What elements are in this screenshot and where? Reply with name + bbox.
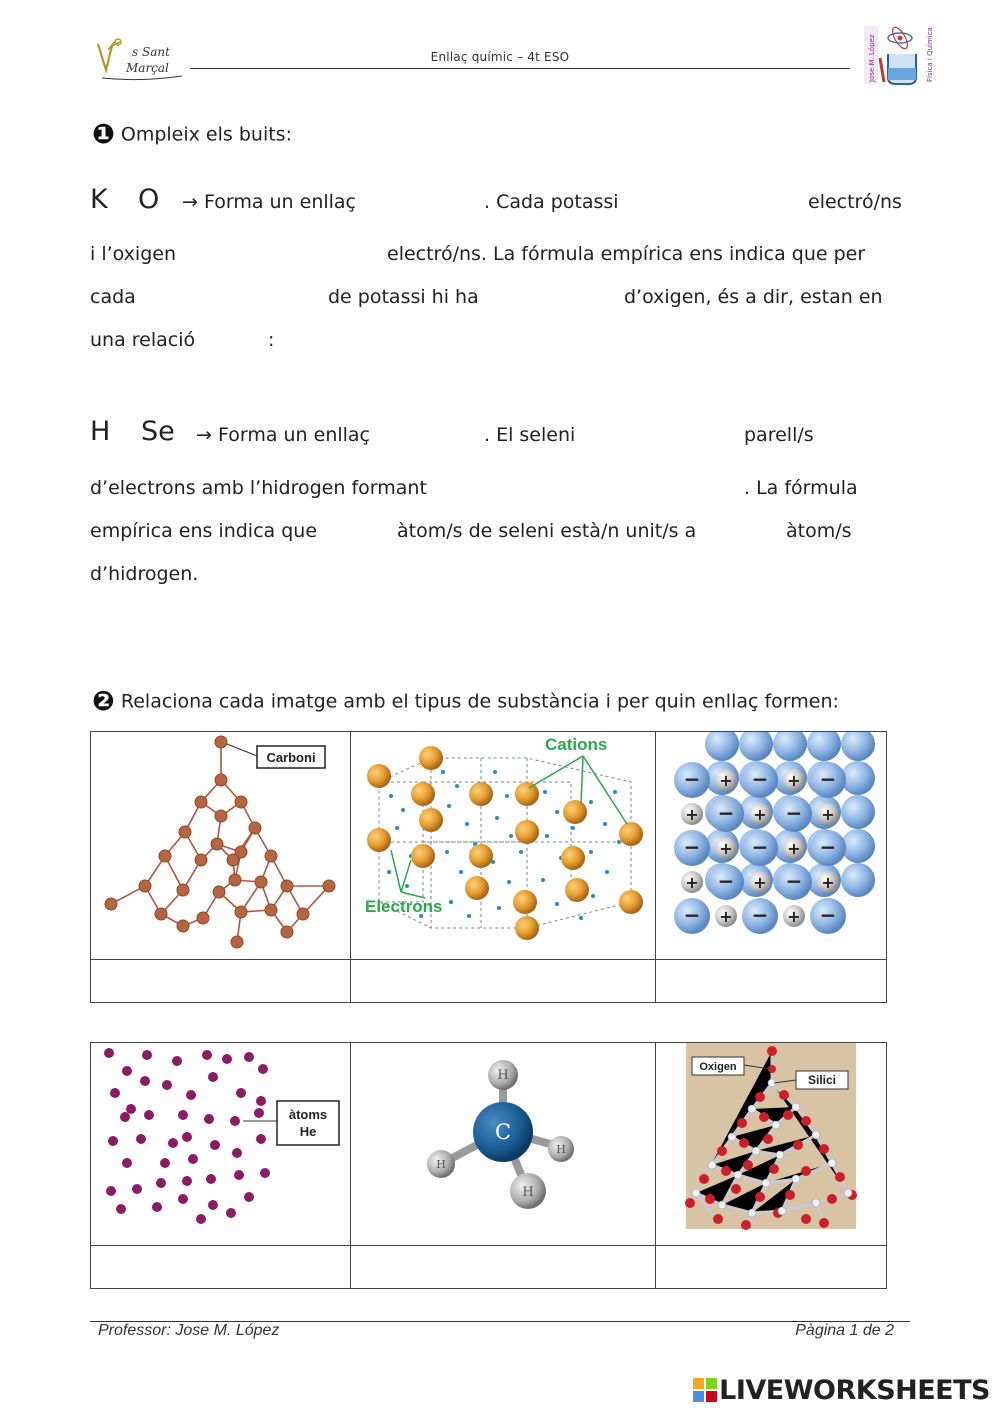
anion-sign: − [683,835,701,859]
block2-line1-text2: . El seleni [484,424,576,446]
cell-helium [91,1043,351,1246]
methane-molecule-image [351,1043,655,1240]
anion-sign: − [819,767,837,791]
answer-cell-1-1[interactable] [91,960,351,1003]
anion-sign: − [751,835,769,859]
silici-label: Silici [807,1073,837,1087]
document-title: Enllaç químic – 4t ESO [430,50,570,64]
block1-line2-text2: electró/ns. La fórmula empírica ens indica que per [387,243,866,265]
block2-line2-text2: . La fórmula [744,477,858,499]
image-table-1 [90,731,887,1003]
school-logo-text-1: s Sant [132,45,170,59]
anion-sign: − [717,869,735,893]
teacher-logo-text-1: Jose M. López [868,34,876,82]
electrons-label: Electrons [365,897,443,916]
answer-cell-2-2[interactable] [351,1246,656,1289]
carboni-label: Carboni [266,750,316,765]
block1-line3-text2: de potassi hi ha [328,286,479,308]
answer-cell-1-2[interactable] [351,960,656,1003]
liveworksheets-brand[interactable] [693,1375,990,1409]
cell-ionic [656,732,887,960]
cell-silica [656,1043,887,1246]
answer-cell-2-3[interactable] [656,1246,887,1289]
cell-diamond [91,732,351,960]
cation-sign: + [821,805,835,824]
ionic-back-ion [807,732,841,761]
cation-sign: + [787,771,801,790]
helium-atoms [104,1048,270,1224]
diamond-structure-image [91,732,350,954]
cation-sign: + [719,839,733,858]
anion-sign: − [819,903,837,927]
exercise-1-number: ❶ [92,119,115,150]
block2-line4-text1: d’hidrogen. [90,563,199,585]
answer-cell-2-1[interactable] [91,1246,351,1289]
anion-sign: − [785,869,803,893]
ionic-back-ion [841,829,875,863]
anion-sign: − [819,835,837,859]
block2-line3-text1: empírica ens indica que [90,520,318,542]
cation-sign: + [719,907,733,926]
oxygen-label: Oxigen [699,1061,737,1073]
header-rule [190,68,850,69]
anion-sign: − [785,801,803,825]
teacher-logo [862,24,934,86]
block2-line1-text3: parell/s [744,424,814,446]
block2-line3-text2: àtom/s de seleni està/n unit/s a [397,520,697,542]
cation-sign: + [753,805,767,824]
anion-sign: − [751,903,769,927]
block1-line4-text1: una relació [90,329,196,351]
liveworksheets-text: LIVEWORKSHEETS [719,1375,990,1406]
cation-sign: + [821,873,835,892]
formula-h: H [90,416,111,447]
exercise-1-title: Ompleix els buits: [120,123,292,146]
block2-line1-text1: → Forma un enllaç [196,424,371,446]
metallic-structure-image [351,732,655,954]
liveworksheets-logo-icon [693,1378,717,1402]
block1-line3-text1: cada [90,286,136,308]
cation-sign: + [685,873,699,892]
exercise-2-number: ❷ [92,686,115,717]
block2-line3-text3: àtom/s [786,520,852,542]
formula-se: Se [141,416,175,447]
anion-sign: − [683,903,701,927]
methane-c: C [494,1120,512,1144]
cation-sign: + [753,873,767,892]
image-table-2 [90,1042,887,1289]
methane-h-top: H [497,1068,509,1083]
anion-sign: − [717,801,735,825]
helium-label-2: He [299,1124,317,1139]
block2-line2-text1: d’electrons amb l’hidrogen formant [90,477,427,499]
formula-k: K [90,184,108,215]
cation-sign: + [787,839,801,858]
methane-h-left: H [436,1158,446,1171]
methane-h-right: H [556,1143,566,1156]
exercise-1-heading [92,119,292,150]
footer-page: Pàgina 1 de 2 [795,1322,894,1339]
ionic-back-ion [841,761,875,795]
formula-o: O [138,184,160,215]
anion-sign: − [683,767,701,791]
block1-line1-text1: → Forma un enllaç [182,191,357,213]
footer-professor: Professor: Jose M. López [98,1322,280,1339]
teacher-logo-text-2: Física i Química [926,27,934,82]
block1-line1-text3: electró/ns [808,191,902,213]
exercise-2-heading [92,686,839,717]
silica-structure-image [656,1043,886,1240]
ionic-back-ion [841,732,875,761]
methane-h-bottom: H [522,1185,534,1200]
cell-methane [351,1043,656,1246]
exercise-2-title: Relaciona cada imatge amb el tipus de substància i per quin enllaç formen: [120,690,839,713]
block1-line3-text3: d’oxigen, és a dir, estan en [624,286,883,308]
block1-line1-text2: . Cada potassi [484,191,619,213]
helium-gas-image [91,1043,350,1240]
block1-line2-text1: i l’oxigen [90,243,176,265]
answer-cell-1-3[interactable] [656,960,887,1003]
cell-metallic [351,732,656,960]
ionic-back-ion [705,732,739,761]
helium-label-1: àtoms [288,1107,328,1122]
cations-label: Cations [545,735,608,754]
ionic-back-ion [739,732,773,761]
school-logo-text-2: Marçal [126,61,169,75]
block1-line4-colon: : [268,329,275,351]
cation-sign: + [719,771,733,790]
cation-sign: + [685,805,699,824]
anion-sign: − [751,767,769,791]
ionic-back-ion [841,863,875,897]
ionic-back-ion [773,732,807,761]
ionic-back-ion [841,795,875,829]
cation-sign: + [787,907,801,926]
ionic-lattice-image [656,732,886,954]
